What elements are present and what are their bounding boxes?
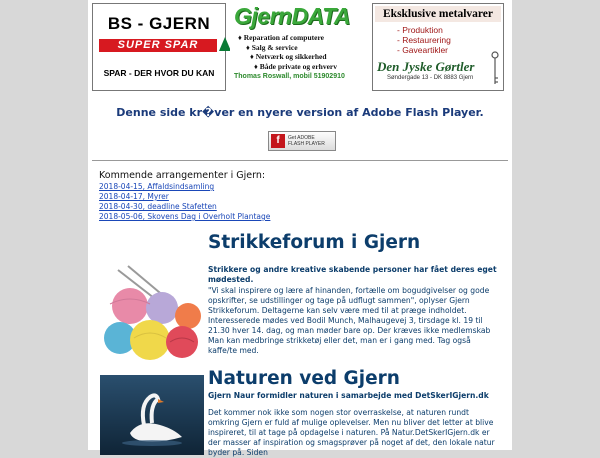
- article-lead: Gjern Naur formidler naturen i samarbejde med DetSkerIGjern.dk: [208, 391, 489, 400]
- flash-icon: f: [271, 134, 285, 148]
- gjerndata-service: ♦ Netværk og sikkerhed: [250, 52, 327, 61]
- metal-ad[interactable]: [372, 3, 504, 91]
- spar-logo-text: SUPER SPAR: [117, 39, 199, 51]
- article-lead: Strikkere og andre kreative skabende personer har fået deres eget mødested.: [208, 265, 497, 284]
- article-title[interactable]: Strikkeforum i Gjern: [208, 232, 421, 253]
- spar-slogan: SPAR - DER HVOR DU KAN: [103, 68, 215, 78]
- gjerndata-contact: Thomas Roswall, mobil 51902910: [234, 73, 345, 80]
- article-body: Det kommer nok ikke som nogen stor overraskelse, at naturen rundt omkring Gjern er fuld af mulige oplevelser. Men nu bliver det letter at blive inspireret, til at tage på opdagelse i naturen. På Natur.DetSkerIGjern.dk er der masser af inspiration og smagsprøver på noget af det, den lokale natur byder på. Siden: [208, 408, 495, 457]
- event-link[interactable]: 2018-05-06, Skovens Dag i Overholt Plantage: [99, 212, 271, 221]
- spar-ad[interactable]: [92, 3, 226, 91]
- metal-item: - Gaveartikler: [397, 45, 449, 55]
- article-title[interactable]: Naturen ved Gjern: [208, 368, 400, 389]
- gjerndata-service: ♦ Reparation af computere: [238, 33, 324, 42]
- metal-items: [397, 25, 503, 55]
- flash-required-message: Denne side kr�ver en nyere version af Adobe Flash Player.: [116, 106, 484, 119]
- yarn-balls-image: [100, 260, 204, 366]
- event-link[interactable]: 2018-04-30, deadline Stafetten: [99, 202, 217, 211]
- gjerndata-services: [238, 33, 370, 71]
- events-list: [99, 170, 270, 222]
- metal-title: Eksklusive metalvarer: [375, 6, 501, 22]
- article-body: "Vi skal inspirere og lære af hinanden, fortælle om bogudgivelser og gode opskrifter, se udstillinger og tage på udflugt sammen", oplyser Gjern Strikkeforum. Deltagerne kan selv være med til at præge indholdet. Interesserede mødes ved Bodil Munch, Malhaugevej 3, tirsdage kl. 19 til 21.30 hver 14. dag, og man møder bare op. Der kræves ikke medlemskab Man kan medbringe strikketøj eller det, man er i gang med. Tag også kaffe/te med.: [208, 286, 491, 355]
- key-icon: [491, 50, 499, 86]
- swan-image: [100, 375, 204, 455]
- flash-button-text: [288, 135, 325, 147]
- events-title: Kommende arrangementer i Gjern:: [99, 170, 266, 181]
- event-link[interactable]: 2018-04-15, Affaldsindsamling: [99, 182, 215, 191]
- page: [88, 0, 512, 457]
- gjerndata-logo: GjernDATA: [234, 3, 351, 29]
- metal-address: Søndergade 13 - DK 8883 Gjern: [387, 75, 474, 81]
- flash-button-line2: FLASH PLAYER: [288, 141, 325, 147]
- divider: [92, 160, 508, 161]
- metal-brand: Den Jyske Gørtler: [377, 59, 475, 74]
- gjerndata-service: ♦ Både private og erhverv: [254, 61, 337, 71]
- metal-item: - Produktion: [397, 25, 443, 35]
- spar-logo: [99, 39, 217, 52]
- spar-title: BS - GJERN: [107, 14, 211, 33]
- gjerndata-service: ♦ Salg & service: [246, 42, 298, 52]
- flash-button-line1: Get ADOBE: [288, 135, 315, 141]
- gjerndata-ad[interactable]: [230, 3, 370, 91]
- get-flash-player-button[interactable]: [268, 131, 336, 151]
- event-link[interactable]: 2018-04-17, Myrer: [99, 192, 169, 201]
- metal-item: - Restaurering: [397, 35, 451, 45]
